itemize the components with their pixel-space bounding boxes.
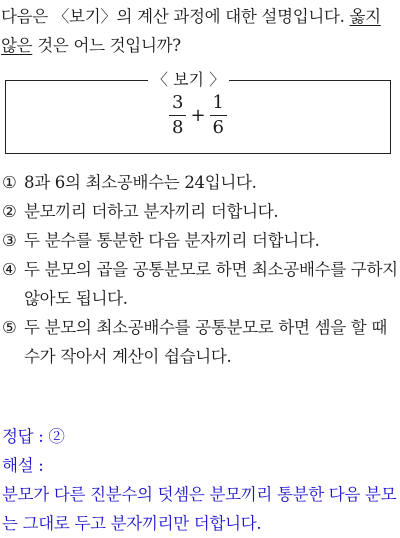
option-5-text: 두 분모의 최소공배수를 공통분모로 하면 셈을 할 때 수가 작아서 계산이 쉽습니다. <box>24 318 388 366</box>
fraction-1-numerator: 3 <box>172 92 184 113</box>
question-text-after: 것은 어느 것입니까? <box>32 36 181 55</box>
question-text-before: 다음은 〈보기〉의 계산 과정에 대한 설명입니다. <box>1 7 350 26</box>
fraction-1-bar <box>169 115 186 116</box>
option-5-mark: ⑤ <box>2 318 17 337</box>
fraction-2-bar <box>210 115 227 116</box>
option-5[interactable] <box>2 313 398 371</box>
fraction-2 <box>210 93 227 138</box>
question-text <box>1 2 399 60</box>
option-4-mark: ④ <box>2 260 17 279</box>
bogi-label: 〈 보기 〉 <box>148 69 229 91</box>
fraction-expression <box>6 93 390 138</box>
option-3-mark: ③ <box>2 231 17 250</box>
answer-options <box>2 168 398 371</box>
option-3[interactable] <box>2 226 398 255</box>
fraction-1-denominator: 8 <box>172 117 184 138</box>
question-underlined-text: 옳지 않은 <box>1 7 381 55</box>
bogi-box <box>5 70 391 154</box>
option-4-text: 두 분모의 곱을 공통분모로 하면 최소공배수를 구하지 않아도 됩니다. <box>24 260 398 308</box>
answer-section <box>2 422 398 538</box>
option-4[interactable] <box>2 255 398 313</box>
option-1[interactable] <box>2 168 398 197</box>
explanation-text: 분모가 다른 진분수의 덧셈은 분모끼리 통분한 다음 분모는 그대로 두고 분자끼리만 더합니다. <box>2 485 397 533</box>
explanation-label: 해설 : <box>2 456 44 475</box>
fraction-2-numerator: 1 <box>212 92 224 113</box>
option-1-mark: ① <box>2 173 17 192</box>
fraction-2-denominator: 6 <box>212 117 224 138</box>
option-3-text: 두 분수를 통분한 다음 분자끼리 더합니다. <box>24 231 320 250</box>
answer-label: 정답 : ② <box>2 427 65 446</box>
plus-operator: + <box>190 105 206 126</box>
option-2[interactable] <box>2 197 398 226</box>
fraction-1 <box>169 93 186 138</box>
option-1-text: 8과 6의 최소공배수는 24입니다. <box>24 173 257 192</box>
option-2-text: 분모끼리 더하고 분자끼리 더합니다. <box>24 202 279 221</box>
option-2-mark: ② <box>2 202 17 221</box>
